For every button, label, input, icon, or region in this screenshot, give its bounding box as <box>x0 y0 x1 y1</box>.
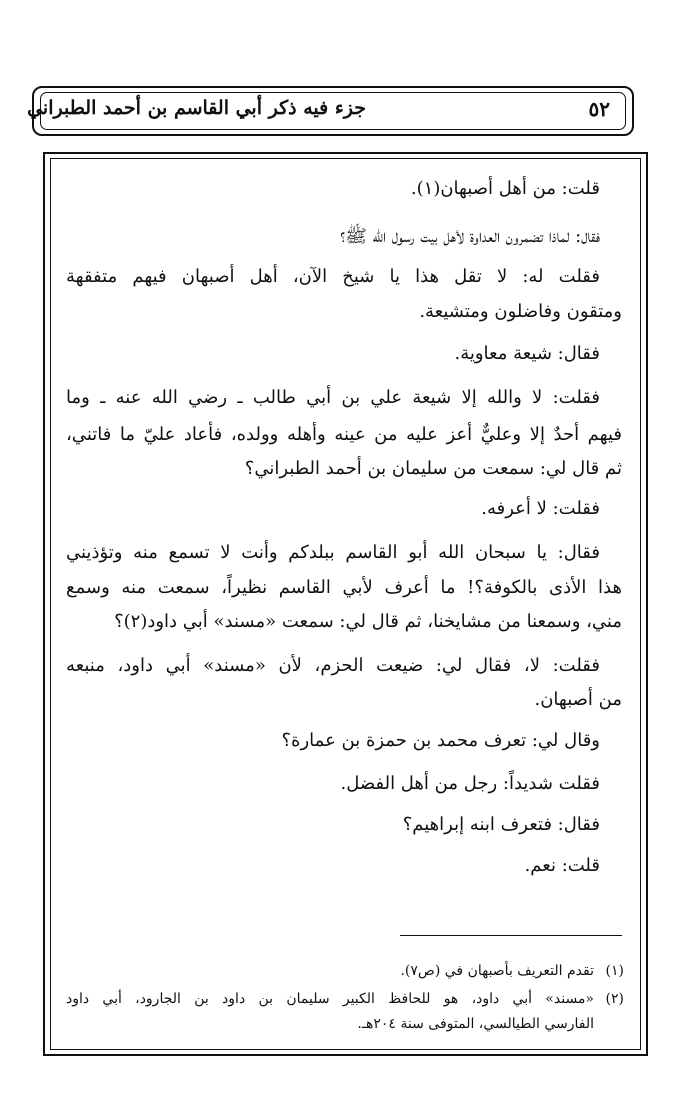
header-title: جزء فيه ذكر أبي القاسم بن أحمد الطبراني <box>27 97 366 119</box>
body-line: فقلت شديداً: رجل من أهل الفضل. <box>340 773 600 794</box>
body-line: هذا الأذى بالكوفة؟! ما أعرف لأبي القاسم نظيراً، سمعت منه وسمع <box>66 577 622 598</box>
body-line: فقال: شيعة معاوية. <box>454 343 600 364</box>
body-line: فقلت: لا، فقال لي: ضيعت الحزم، لأن «مسند» أبي داود، منبعه <box>66 655 600 676</box>
footnote-separator <box>400 935 622 936</box>
body-line: فقلت له: لا تقل هذا يا شيخ الآن، أهل أصبهان فيهم متفقهة <box>66 266 600 287</box>
body-line: فقال: لماذا تضمرون العداوة لأهل بيت رسول الله ﷺ؟ <box>340 226 600 247</box>
page-number: ٥٢ <box>588 97 610 121</box>
text-frame-inner <box>50 158 641 1050</box>
running-header <box>27 86 634 136</box>
body-line: قلت: نعم. <box>524 855 600 876</box>
body-line: قلت: من أهل أصبهان(١). <box>410 178 600 199</box>
body-line: مني، وسمعنا من مشايخنا، ثم قال لي: سمعت «مسند» أبي داود(٢)؟ <box>114 611 622 632</box>
footnote-text: تقدم التعريف بأصبهان في (ص٧). <box>400 963 594 979</box>
body-line: من أصبهان. <box>534 689 622 710</box>
body-line: ومتقون وفاضلون ومتشيعة. <box>419 301 622 322</box>
body-line: فقلت: لا أعرفه. <box>481 498 600 519</box>
body-line: فقلت: لا والله إلا شيعة علي بن أبي طالب ـ رضي الله عنه ـ وما <box>66 387 600 408</box>
body-line: فقال: فتعرف ابنه إبراهيم؟ <box>402 814 600 835</box>
footnote-text: «مسند» أبي داود، هو للحافظ الكبير سليمان بن داود بن الجارود، أبي داود <box>66 991 594 1007</box>
footnote-number: (٢) <box>605 991 624 1007</box>
body-line: ثم قال لي: سمعت من سليمان بن أحمد الطبراني؟ <box>244 458 622 479</box>
body-line: وقال لي: تعرف محمد بن حمزة بن عمارة؟ <box>281 730 600 751</box>
footnote-number: (١) <box>605 963 624 979</box>
footnote-text: الفارسي الطيالسي، المتوفى سنة ٢٠٤هـ. <box>357 1016 594 1032</box>
body-line: فقال: يا سبحان الله أبو القاسم ببلدكم وأنت لا تسمع منه وتؤذيني <box>66 542 600 563</box>
body-line: فيهم أحدٌ إلا وعليٌّ أعز عليه من عينه وأهله وولده، فأعاد عليّ ما فاتني، <box>66 424 622 445</box>
